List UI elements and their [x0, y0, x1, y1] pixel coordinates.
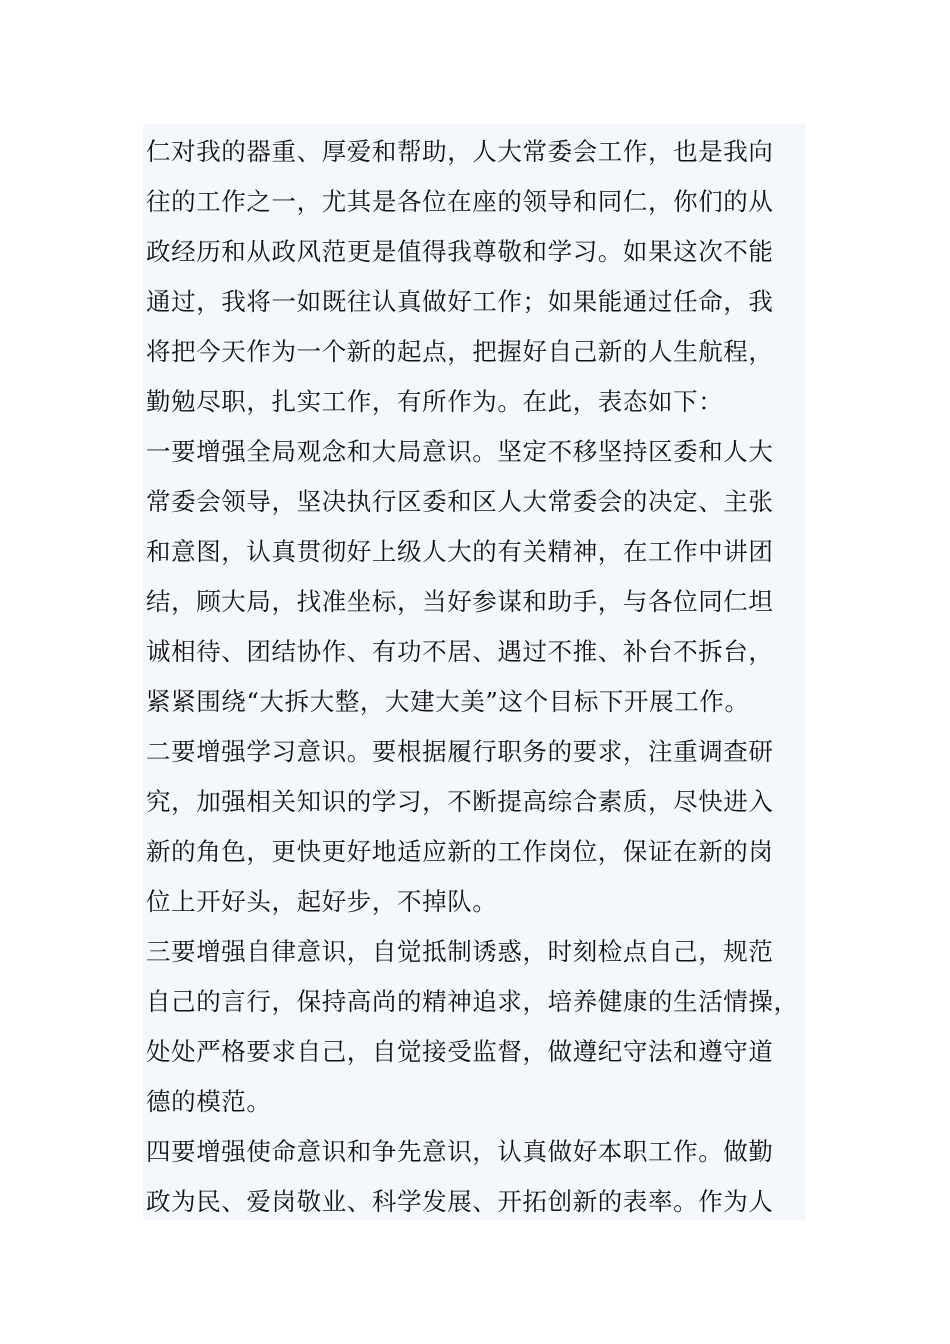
text-line: 和意图，认真贯彻好上级人大的有关精神，在工作中讲团	[146, 537, 774, 566]
text-line: 三要增强自律意识，自觉抵制诱惑，时刻检点自己，规范	[146, 937, 774, 966]
document-text-block	[143, 124, 806, 1220]
text-line: 往的工作之一，尤其是各位在座的领导和同仁，你们的从	[146, 187, 774, 216]
text-line: 勤勉尽职，扎实工作，有所作为。在此，表态如下：	[146, 387, 724, 416]
text-line: 一要增强全局观念和大局意识。坚定不移坚持区委和人大	[146, 437, 774, 466]
text-line: 自己的言行，保持高尚的精神追求，培养健康的生活情操，	[146, 987, 799, 1016]
text-line: 新的角色，更快更好地适应新的工作岗位，保证在新的岗	[146, 837, 774, 866]
text-line: 通过，我将一如既往认真做好工作；如果能通过任命，我	[146, 287, 774, 316]
text-line: 常委会领导，坚决执行区委和区人大常委会的决定、主张	[146, 487, 774, 516]
text-line: 紧紧围绕“大拆大整，大建大美”这个目标下开展工作。	[146, 687, 750, 716]
text-line: 仁对我的器重、厚爱和帮助，人大常委会工作，也是我向	[146, 137, 774, 166]
text-line: 四要增强使命意识和争先意识，认真做好本职工作。做勤	[146, 1137, 774, 1166]
text-line: 政为民、爱岗敬业、科学发展、开拓创新的表率。作为人	[146, 1187, 774, 1216]
text-line: 处处严格要求自己，自觉接受监督，做遵纪守法和遵守道	[146, 1037, 774, 1066]
text-line: 将把今天作为一个新的起点，把握好自己新的人生航程，	[146, 337, 774, 366]
text-line: 诚相待、团结协作、有功不居、遇过不推、补台不拆台，	[146, 637, 774, 666]
text-line: 二要增强学习意识。要根据履行职务的要求，注重调查研	[146, 737, 774, 766]
text-line: 究，加强相关知识的学习，不断提高综合素质，尽快进入	[146, 787, 774, 816]
text-line: 结，顾大局，找准坐标，当好参谋和助手，与各位同仁坦	[146, 587, 774, 616]
text-line: 位上开好头，起好步，不掉队。	[146, 887, 498, 916]
text-line: 德的模范。	[146, 1087, 272, 1116]
text-line: 政经历和从政风范更是值得我尊敬和学习。如果这次不能	[146, 237, 774, 266]
